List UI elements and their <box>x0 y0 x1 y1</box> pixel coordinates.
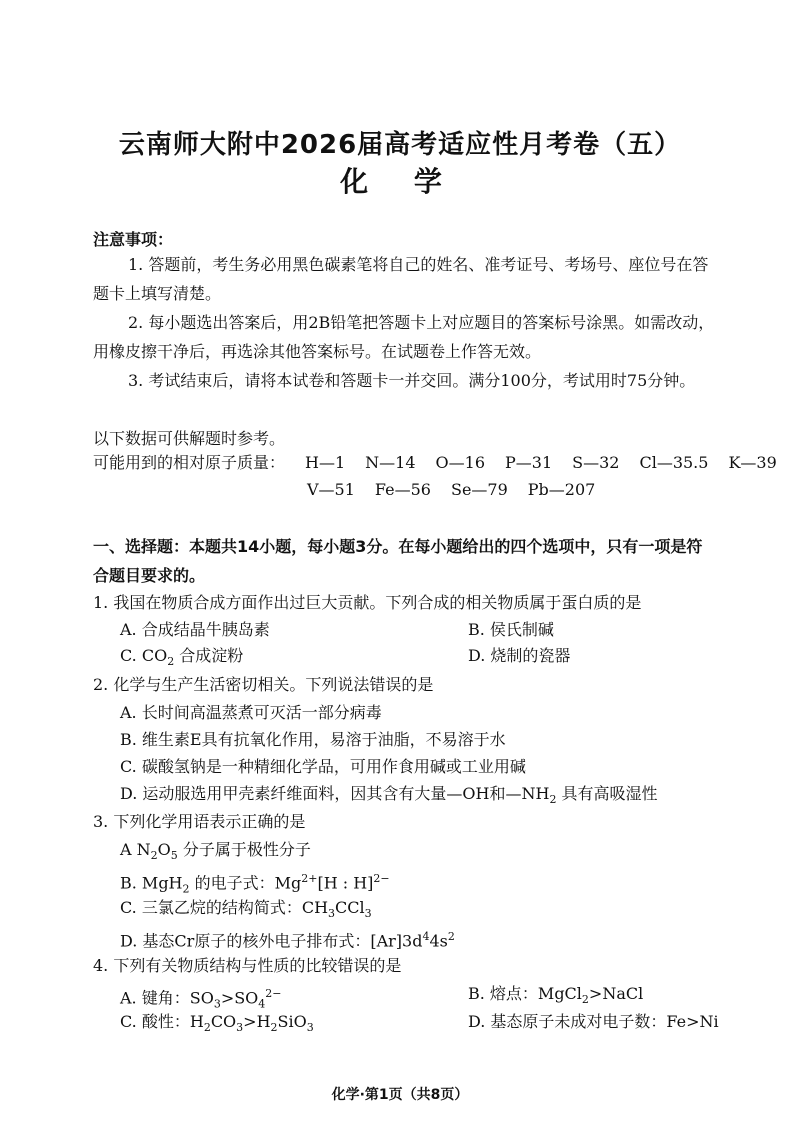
q1-stem: 1. 我国在物质合成方面作出过巨大贡献。下列合成的相关物质属于蛋白质的是 <box>93 593 642 612</box>
mass-fe: Fe—56 <box>374 480 431 499</box>
q1-option-c: C. $CO_2$ 合成淀粉 <box>120 646 244 669</box>
q3-option-b: B. MgH$_2$ 的电子式：$Mg^{2+}[H$ : H]$^{2-}$ <box>120 872 390 896</box>
notice-item-3: 3. 考试结束后，请将本试卷和答题卡一并交回。满分100分，考试用时75分钟。 <box>128 371 696 390</box>
q2-option-b: B. 维生素E具有抗氧化作用，易溶于油脂，不易溶于水 <box>120 730 506 749</box>
q2-option-a: A. 长时间高温蒸煮可灭活一部分病毒 <box>120 703 382 722</box>
q4-stem: 4. 下列有关物质结构与性质的比较错误的是 <box>93 956 402 975</box>
notice-item-1b: 题卡上填写清楚。 <box>93 284 222 303</box>
mass-se: Se—79 <box>450 480 508 499</box>
atomic-mass-label: 可能用到的相对原子质量： <box>93 453 286 472</box>
q2-option-d: D. 运动服选用甲壳素纤维面料，因其含有大量—OH和$—NH_2$ 具有高吸湿性 <box>120 784 658 807</box>
page-footer: 化学·第1页（共8页） <box>331 1087 469 1103</box>
notice-item-2a: 2. 每小题选出答案后，用2B铅笔把答题卡上对应题目的答案标号涂黑。如需改动， <box>128 313 715 332</box>
mass-cl: Cl—35.5 <box>639 453 709 472</box>
q2-option-c: C. 碳酸氢钠是一种精细化学品，可用作食用碱或工业用碱 <box>120 757 526 776</box>
q1-option-a: A. 合成结晶牛胰岛素 <box>120 620 270 639</box>
q4-option-c: C. 酸性：$H_2CO_3>H_2SiO_3$ <box>120 1012 314 1035</box>
q3-stem: 3. 下列化学用语表示正确的是 <box>93 812 306 831</box>
q3-option-a: A $N_2O_5$ 分子属于极性分子 <box>120 840 311 863</box>
mass-v: V—51 <box>307 480 355 499</box>
q3-option-d: D. 基态Cr原子的核外电子排布式：$[Ar]3d^44s^2$ <box>120 930 455 951</box>
notice-heading: 注意事项： <box>93 230 174 249</box>
section-1-heading-a: 一、选择题：本题共14小题，每小题3分。在每小题给出的四个选项中，只有一项是符 <box>93 537 703 556</box>
q4-option-d: D. 基态原子未成对电子数：Fe>Ni <box>468 1012 719 1031</box>
mass-o: O—16 <box>435 453 485 472</box>
q1-option-b: B. 侯氏制碱 <box>468 620 554 639</box>
mass-h: H—1 <box>305 453 346 472</box>
q3-option-c: C. 三氯乙烷的结构简式：$CH_3CCl_3$ <box>120 898 372 921</box>
mass-p: P—31 <box>505 453 553 472</box>
notice-item-1a: 1. 答题前，考生务必用黑色碳素笔将自己的姓名、准考证号、考场号、座位号在答 <box>128 255 709 274</box>
atomic-mass-row-1 <box>93 452 777 474</box>
mass-s: S—32 <box>572 453 620 472</box>
mass-k: K—39 <box>728 453 777 472</box>
notice-item-2b: 用橡皮擦干净后，再选涂其他答案标号。在试题卷上作答无效。 <box>93 342 542 361</box>
reference-note: 以下数据可供解题时参考。 <box>93 429 286 448</box>
section-1-heading-b: 合题目要求的。 <box>93 566 206 585</box>
mass-pb: Pb—207 <box>527 480 596 499</box>
q1-option-d: D. 烧制的瓷器 <box>468 646 571 665</box>
q4-option-a: A. 键角：$SO_3>SO_4^{2-}$ <box>120 987 282 1011</box>
q4-option-b: B. 熔点：MgCl$_2$>NaCl <box>468 984 644 1007</box>
atomic-mass-row-2 <box>307 479 800 501</box>
q2-stem: 2. 化学与生产生活密切相关。下列说法错误的是 <box>93 675 434 694</box>
exam-title: 云南师大附中2026届高考适应性月考卷（五） <box>118 130 682 160</box>
mass-n: N—14 <box>365 453 416 472</box>
subject-title: 化 学 <box>340 165 460 198</box>
